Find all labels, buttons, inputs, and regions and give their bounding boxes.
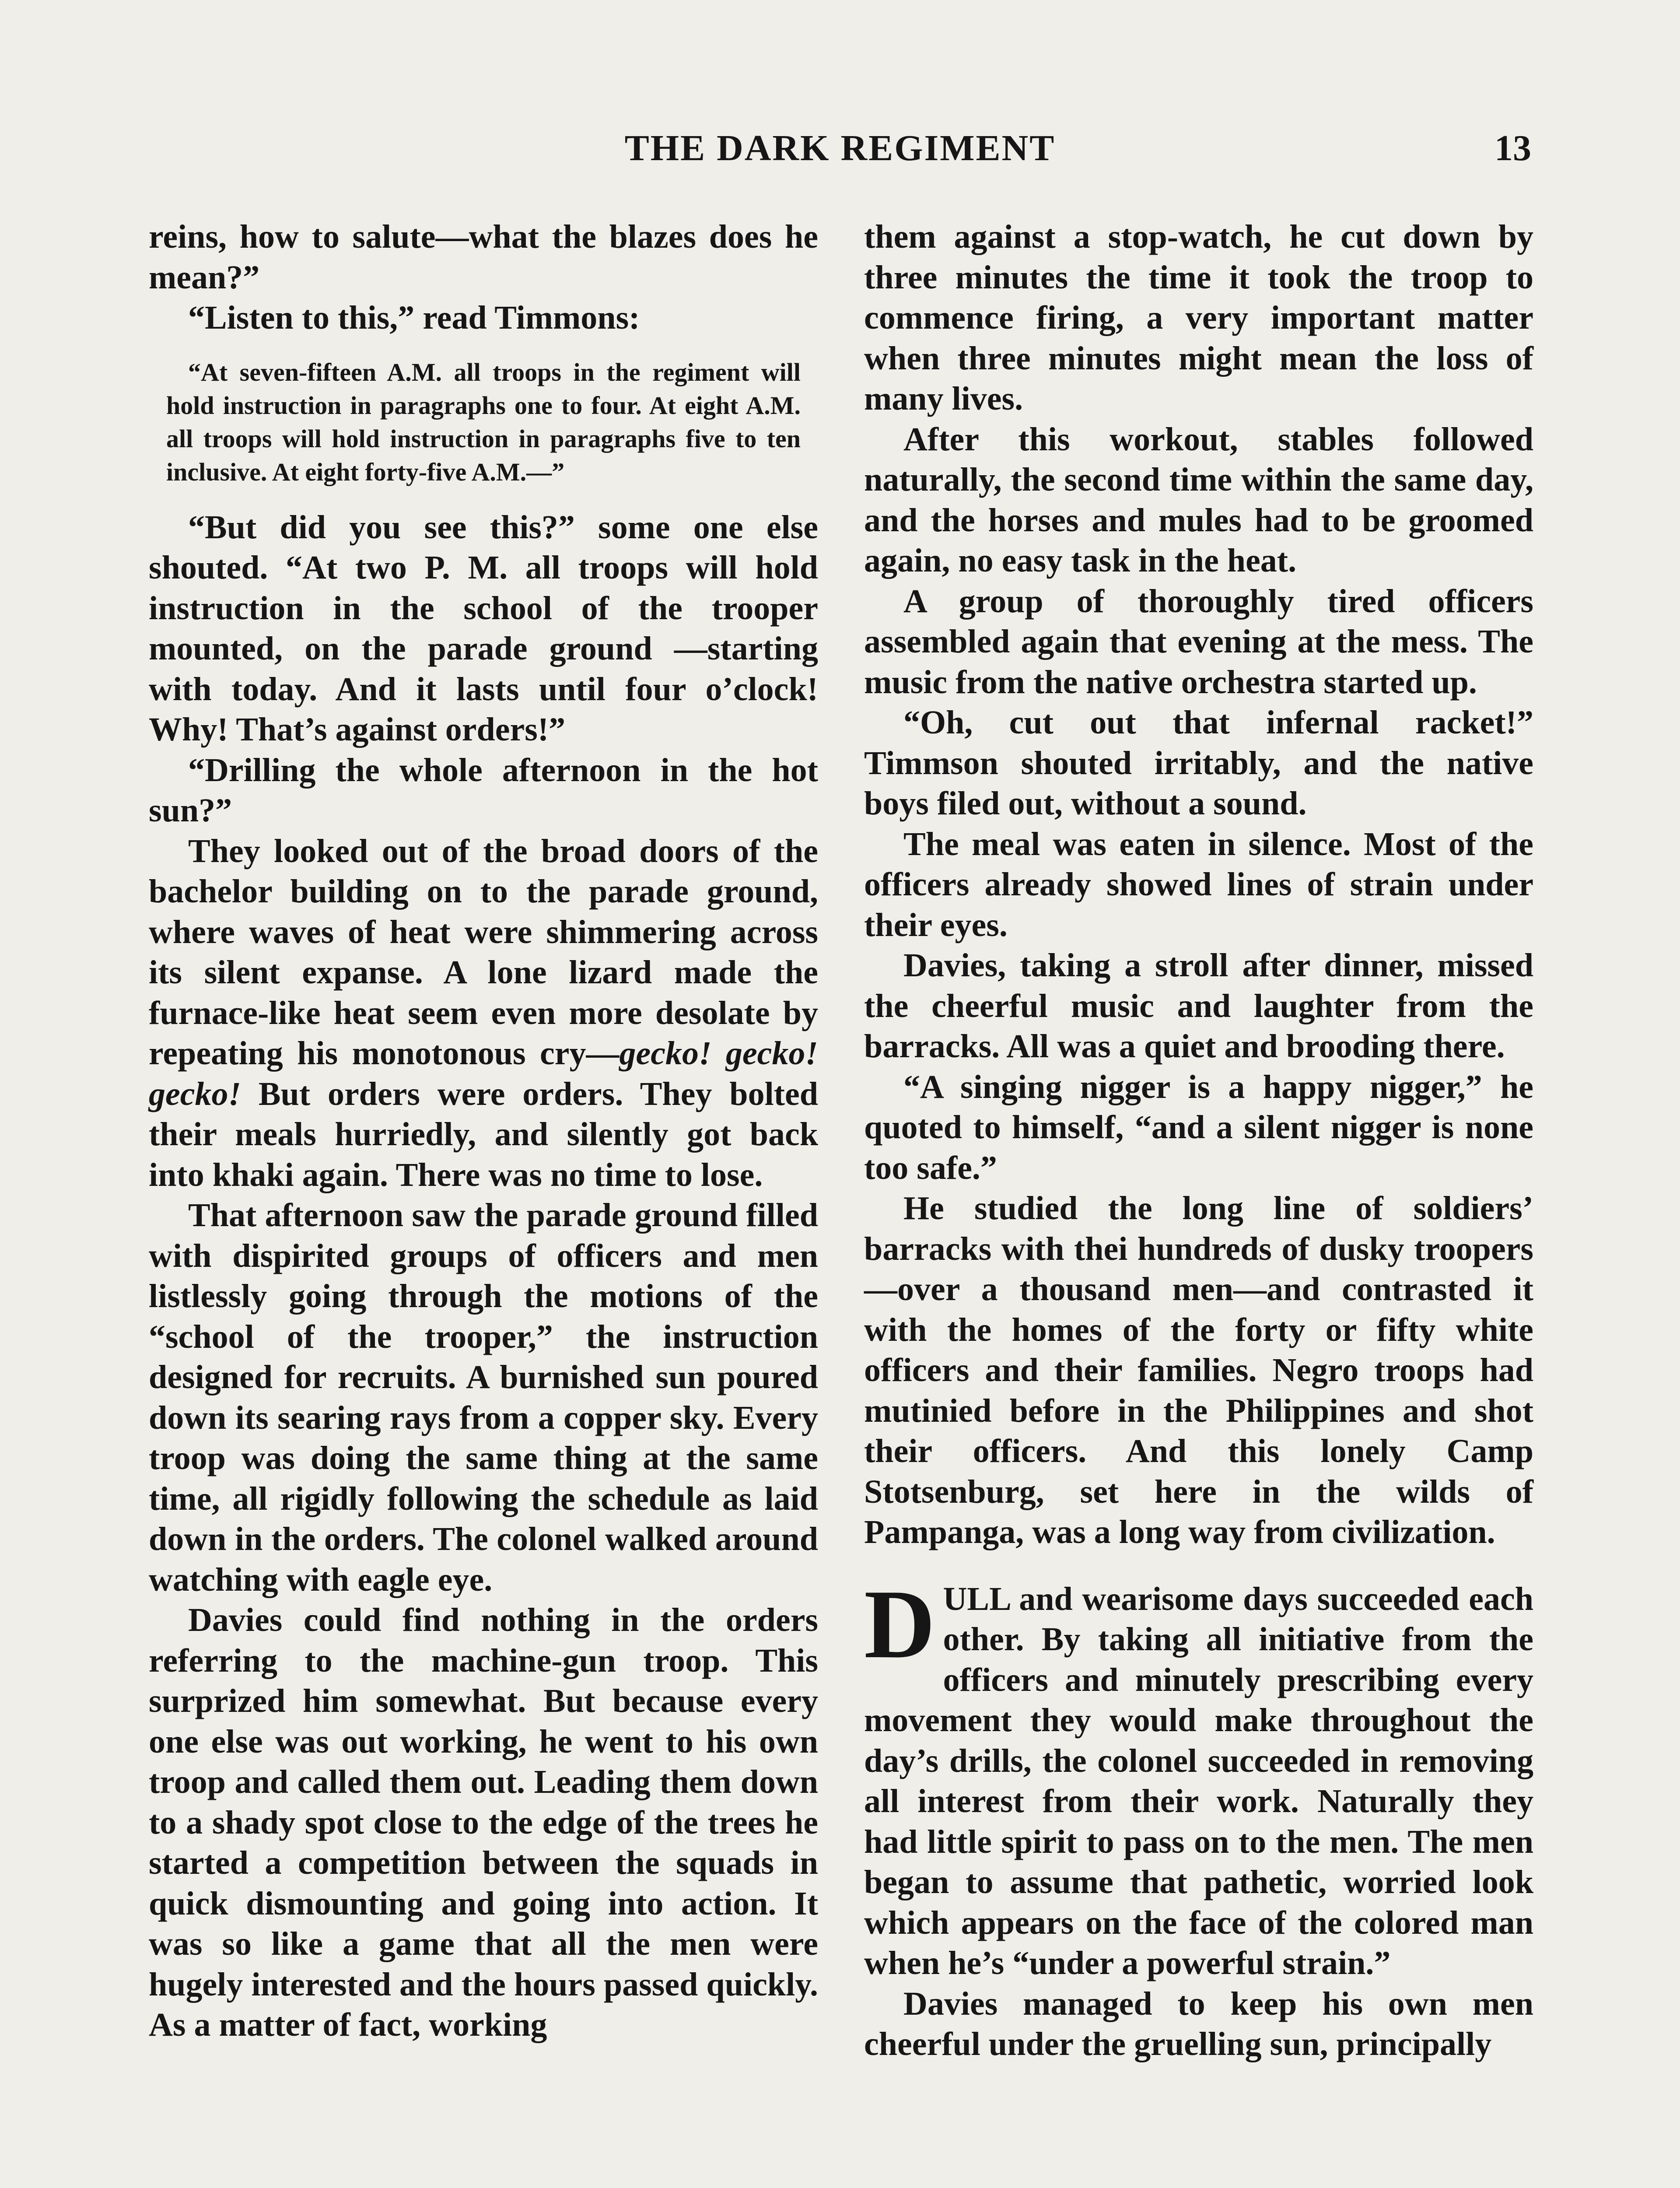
paragraph: “Drilling the whole afternoon in the hot sun?” [149, 751, 818, 829]
paragraph-text: But orders were orders. They bolted their meals hurriedly, and silently got back into khaki again. There was no time to lose. [149, 1075, 818, 1193]
drop-cap: D [864, 1569, 935, 1679]
page-header [149, 127, 1531, 179]
paragraph: The meal was eaten in silence. Most of the officers already showed lines of strain under their eyes. [864, 825, 1533, 943]
paragraph: ULL and wearisome days succeeded each other. By taking all initiative from the officers and minutely prescribing every movement they would make throughout the day’s drills, the colonel succeeded in removing all interest from their work. Naturally they had little spirit to pass on to the men. The men began to assume that pathetic, worried look which appears on the face of the colored man when he’s “under a powerful strain.” [864, 1580, 1533, 1981]
paragraph: them against a stop-watch, he cut down by three minutes the time it took the troop to commence firing, a very important matter when three minutes might mean the loss of many lives. [864, 218, 1533, 417]
paragraph: Davies, taking a stroll after dinner, missed the cheerful music and laughter from the barracks. All was a quiet and brooding there. [864, 947, 1533, 1065]
section-start [864, 1569, 1533, 1984]
paragraph: “But did you see this?” some one else shouted. “At two P. M. all troops will hold instruction in the school of the trooper mounted, on the parade ground —starting with today. And it lasts until four o’clock! Why! That’s against orders!” [149, 508, 818, 748]
running-title: THE DARK REGIMENT [624, 128, 1056, 168]
block-quote [166, 356, 801, 489]
paragraph-text: They looked out of the broad doors of the bachelor building on to the parade ground, where waves of heat were shimmering across its silent expanse. A lone lizard made the furnace-like heat seem even more desolate by repeating his monotonous cry— [149, 832, 818, 1072]
paragraph: That afternoon saw the parade ground filled with dispirited groups of officers and men listlessly going through the motions of the “school of the trooper,” the instruction designed for recruits. A burnished sun poured down its searing rays from a copper sky. Every troop was doing the same thing at the same time, all rigidly following the schedule as laid down in the orders. The colonel walked around watching with eagle eye. [149, 1197, 818, 1598]
paragraph: A group of thoroughly tired officers assembled again that evening at the mess. The music from the native orchestra started up. [864, 582, 1533, 701]
paragraph: After this workout, stables followed naturally, the second time within the same day, and the horses and mules had to be groomed again, no easy task in the heat. [864, 421, 1533, 579]
left-column [149, 217, 818, 2045]
paragraph: He studied the long line of soldiers’ barracks with thei hundreds of dusky troopers—over a thousand men—and contrasted it with the homes of the forty or fifty white officers and their families. Negro troops had mutinied before in the Philippines and shot their officers. And this lonely Camp Stotsenburg, set here in the wilds of Pampanga, was a long way from civilization. [864, 1190, 1533, 1550]
paragraph: reins, how to salute—what the blazes does he mean?” [149, 218, 818, 296]
paragraph: “Oh, cut out that infernal racket!” Timmson shouted irritably, and the native boys filed out, without a sound. [864, 704, 1533, 822]
italic-text: gecko! gecko! gecko! [149, 1035, 818, 1112]
right-column [864, 217, 1533, 2065]
quote-text: “At seven-fifteen A.M. all troops in the regiment will hold instruction in paragraphs one to four. At eight A.M. all troops will hold instruction in paragraphs five to ten inclusive. At eight forty-five A.M.—” [166, 358, 801, 486]
paragraph: Davies managed to keep his own men cheerful under the gruelling sun, principally [864, 1985, 1533, 2062]
paragraph: “Listen to this,” read Timmons: [188, 299, 640, 336]
paragraph: “A singing nigger is a happy nigger,” he quoted to himself, “and a silent nigger is none too safe.” [864, 1068, 1533, 1186]
page-number: 13 [1494, 128, 1531, 168]
paragraph: Davies could find nothing in the orders referring to the machine-gun troop. This surprized him somewhat. But because every one else was out working, he went to his own troop and called them out. Leading them down to a shady spot close to the edge of the trees he started a competition between the squads in quick dismounting and going into action. It was so like a game that all the men were hugely interested and the hours passed quickly. As a matter of fact, working [149, 1602, 818, 2043]
paragraph [149, 831, 818, 1196]
